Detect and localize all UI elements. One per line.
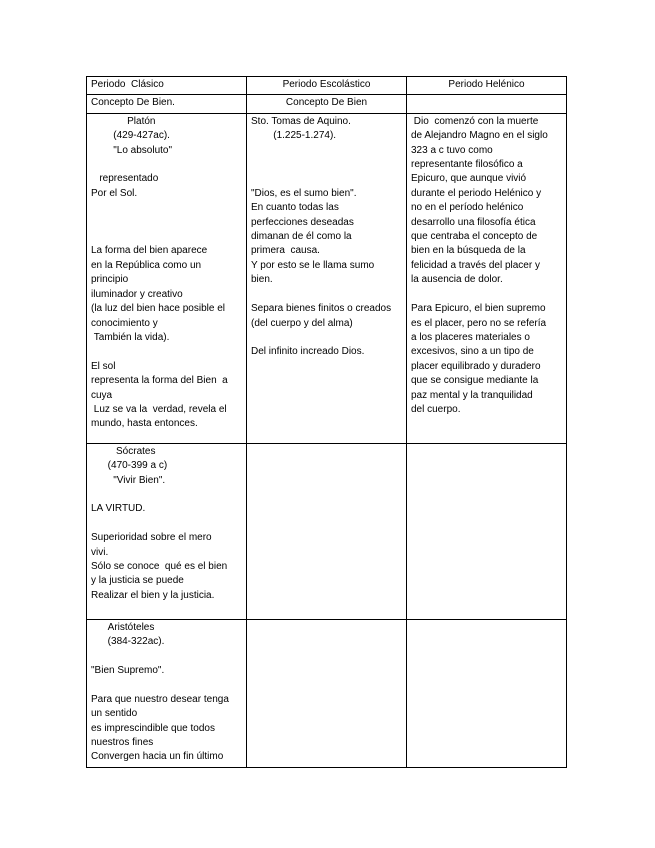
header-periodo-escolastico: Periodo Escolástico — [247, 77, 407, 95]
cell-empty — [407, 443, 567, 619]
cell-tomas-de-aquino: Sto. Tomas de Aquino. (1.225-1.274). "Dios, es el sumo bien". En cuanto todas las perfecciones deseadas dimanan de él como la primera causa. Y por esto se le llama sumo bien. Separa bienes finitos o creados (del cuerpo y del alma) Del infinito increado Dios. — [247, 113, 407, 443]
concept-of-good-table — [86, 76, 567, 768]
header-periodo-helenico: Periodo Helénico — [407, 77, 567, 95]
cell-empty — [407, 619, 567, 767]
cell-epicuro: Dio comenzó con la muerte de Alejandro Magno en el siglo 323 a c tuvo como representante filosófico a Epicuro, que aunque vivió durante el periodo Helénico y no en el período helénico desarrollo una filosofía ética que centraba el concepto de bien en la búsqueda de la felicidad a través del placer y la ausencia de dolor. Para Epicuro, el bien supremo es el placer, pero no se refería a los placeres materiales o excesivos, sino a un tipo de placer equilibrado y duradero que se consigue mediante la paz mental y la tranquilidad del cuerpo. — [407, 113, 567, 443]
header-periodo-clasico: Periodo Clásico — [87, 77, 247, 95]
subheader-concepto-escolastico: Concepto De Bien — [247, 95, 407, 113]
cell-socrates: Sócrates (470-399 a c) "Vivir Bien". LA VIRTUD. Superioridad sobre el mero vivi. Sólo se conoce qué es el bien y la justicia se puede Realizar el bien y la justicia. — [87, 443, 247, 619]
subheader-empty — [407, 95, 567, 113]
cell-empty — [247, 619, 407, 767]
cell-empty — [247, 443, 407, 619]
header-row — [87, 77, 567, 95]
cell-aristoteles: Aristóteles (384-322ac). "Bien Supremo". Para que nuestro desear tenga un sentido es imprescindible que todos nuestros fines Convergen hacia un fin último — [87, 619, 247, 767]
table-row-aristoteles — [87, 619, 567, 767]
table-row-socrates — [87, 443, 567, 619]
table-row-platon — [87, 113, 567, 443]
subheader-concepto-clasico: Concepto De Bien. — [87, 95, 247, 113]
cell-platon: Platón (429-427ac). "Lo absoluto" representado Por el Sol. La forma del bien aparece en la República como un principio iluminador y creativo (la luz del bien hace posible el conocimiento y También la vida). El sol representa la forma del Bien a cuya Luz se va la verdad, revela el mundo, hasta entonces. — [87, 113, 247, 443]
subheader-row — [87, 95, 567, 113]
